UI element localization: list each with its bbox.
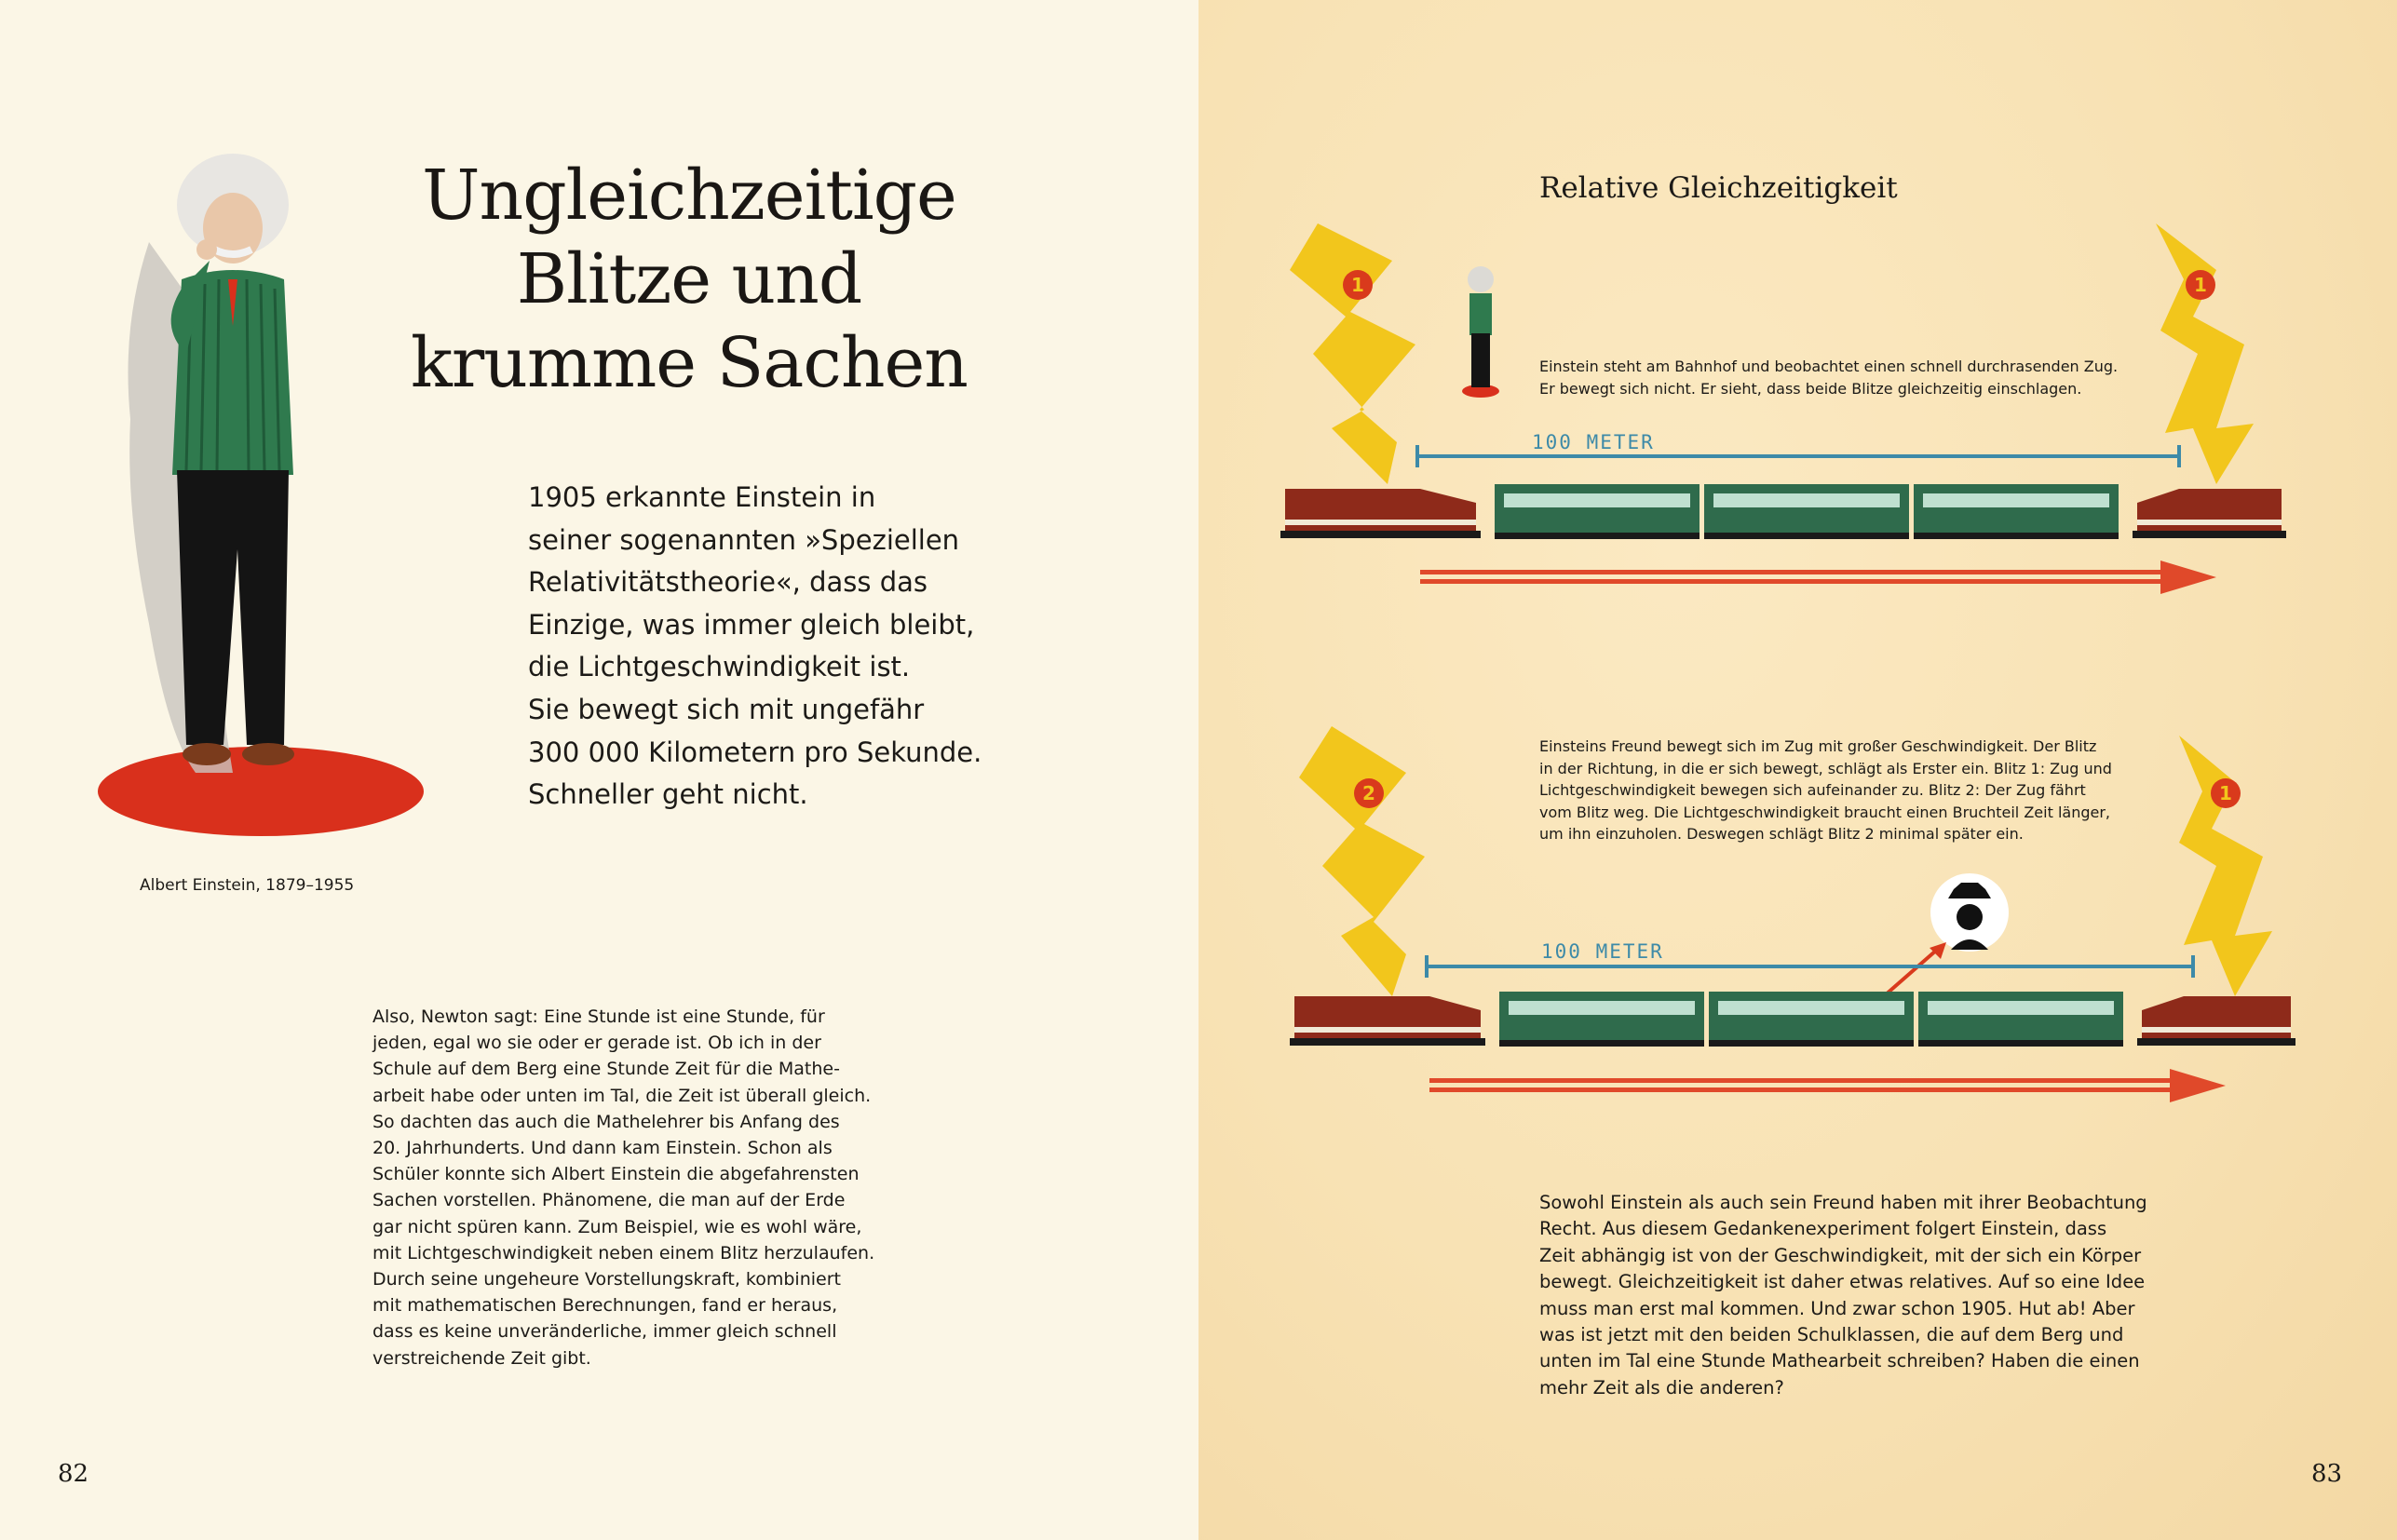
desc-line: Einstein steht am Bahnhof und beobachtet einen schnell durchrasenden Zug. (1539, 358, 2119, 375)
conclusion-line: bewegt. Gleichzeitigkeit ist daher etwas relatives. Auf so eine Idee (1539, 1271, 2146, 1293)
carriage (1918, 992, 2123, 1047)
desc-line: um ihn einzuholen. Deswegen schlägt Blitz 2 minimal später ein. (1539, 825, 2024, 844)
image-caption: Albert Einstein, 1879–1955 (140, 876, 355, 895)
lightning-bolt-icon (2156, 223, 2254, 484)
conclusion-line: muss man erst mal kommen. Und zwar schon 1905. Hut ab! Aber (1539, 1297, 2135, 1319)
body-line: Schüler konnte sich Albert Einstein die abgefahrensten (372, 1164, 860, 1185)
conclusion-line: Sowohl Einstein als auch sein Freund haben mit ihrer Beobachtung (1539, 1192, 2147, 1213)
section-heading: Relative Gleichzeitigkeit (1539, 171, 1898, 205)
train (1290, 992, 2295, 1047)
scene1-illustration (1276, 223, 2291, 596)
intro-line: die Lichtgeschwindigkeit ist. (528, 651, 911, 683)
body-line: Schule auf dem Berg eine Stunde Zeit für die Mathe- (372, 1059, 840, 1080)
lightning-bolt-icon (1290, 223, 1415, 484)
einstein-illustration (93, 140, 410, 847)
body-line: arbeit habe oder unten im Tal, die Zeit ist überall gleich. (372, 1085, 872, 1106)
carriage (1914, 484, 2119, 539)
body-line: 20. Jahrhunderts. Und dann kam Einstein. Schon als (372, 1138, 833, 1159)
train (1280, 484, 2286, 539)
conclusion-line: Recht. Aus diesem Gedankenexperiment folgert Einstein, dass (1539, 1218, 2107, 1240)
carriage (1709, 992, 1914, 1047)
body-line: gar nicht spüren kann. Zum Beispiel, wie es wohl wäre, (372, 1216, 862, 1237)
body-line: Durch seine ungeheure Vorstellungskraft, kombiniert (372, 1269, 841, 1290)
bolt-number: 2 (1362, 782, 1375, 804)
conclusion-line: mehr Zeit als die anderen? (1539, 1376, 1784, 1398)
conclusion-line: unten im Tal eine Stunde Mathearbeit schreiben? Haben die einen (1539, 1350, 2140, 1372)
page-title (391, 154, 987, 405)
title-line: krumme Sachen (411, 323, 968, 403)
motion-arrow (1420, 561, 2216, 594)
body-paragraph (372, 1004, 894, 1371)
body-line: So dachten das auch die Mathelehrer bis Anfang des (372, 1111, 840, 1132)
intro-paragraph (528, 477, 1012, 817)
intro-line: seiner sogenannten »Speziellen (528, 523, 960, 556)
title-line: Ungleichzeitige (422, 155, 956, 236)
title-line: Blitze und (516, 239, 862, 319)
carriage (1495, 484, 1700, 539)
carriage (1499, 992, 1704, 1047)
bolt-number: 1 (2194, 274, 2207, 296)
desc-line: Lichtgeschwindigkeit bewegen sich aufeinander zu. Blitz 2: Der Zug fährt (1539, 781, 2086, 800)
conclusion-paragraph (1539, 1190, 2147, 1401)
desc-line: Er bewegt sich nicht. Er sieht, dass beide Blitze gleichzeitig einschlagen. (1539, 379, 2082, 398)
body-line: mit Lichtgeschwindigkeit neben einem Blitz herzulaufen. (372, 1242, 875, 1263)
body-line: jeden, egal wo sie oder er gerade ist. Ob ich in der (372, 1033, 821, 1054)
intro-line: Einzige, was immer gleich bleibt, (528, 608, 975, 641)
black-trousers (177, 470, 289, 745)
desc-line: Einsteins Freund bewegt sich im Zug mit großer Geschwindigkeit. Der Blitz (1539, 737, 2097, 755)
conclusion-line: was ist jetzt mit den beiden Schulklassen, die auf dem Berg und (1539, 1324, 2124, 1346)
carriage (1704, 484, 1909, 539)
scene2-illustration (1285, 726, 2300, 1108)
einstein-small-figure (1462, 266, 1499, 398)
body-line: dass es keine unveränderliche, immer gleich schnell (372, 1321, 837, 1343)
motion-arrow (1429, 1069, 2226, 1102)
friend-silhouette-icon (1930, 873, 2009, 952)
intro-line: 1905 erkannte Einstein in (528, 481, 876, 513)
page-number-right: 83 (2311, 1460, 2343, 1488)
scene1-description (1539, 356, 2154, 399)
bolt-number: 1 (1351, 274, 1364, 296)
conclusion-line: Zeit abhängig ist von der Geschwindigkeit, mit der sich ein Körper (1539, 1244, 2142, 1266)
intro-line: 300 000 Kilometern pro Sekunde. (528, 736, 982, 768)
bolt-number: 1 (2219, 782, 2232, 804)
distance-label: 100 METER (1541, 940, 1664, 963)
distance-label: 100 METER (1532, 431, 1655, 453)
page-number-left: 82 (58, 1460, 89, 1488)
desc-line: vom Blitz weg. Die Lichtgeschwindigkeit braucht einen Bruchteil Zeit länger, (1539, 803, 2110, 821)
intro-line: Sie bewegt sich mit ungefähr (528, 693, 925, 725)
desc-line: in der Richtung, in die er sich bewegt, schlägt als Erster ein. Blitz 1: Zug und (1539, 759, 2112, 777)
intro-line: Schneller geht nicht. (528, 778, 808, 811)
body-line: verstreichende Zeit gibt. (372, 1347, 591, 1369)
left-page (0, 0, 1198, 1540)
lightning-bolt-icon (1299, 726, 1425, 996)
intro-line: Relativitätstheorie«, dass das (528, 566, 928, 599)
body-line: mit mathematischen Berechnungen, fand er heraus, (372, 1295, 838, 1317)
body-line: Also, Newton sagt: Eine Stunde ist eine Stunde, für (372, 1006, 825, 1027)
body-line: Sachen vorstellen. Phänomene, die man auf der Erde (372, 1190, 846, 1211)
